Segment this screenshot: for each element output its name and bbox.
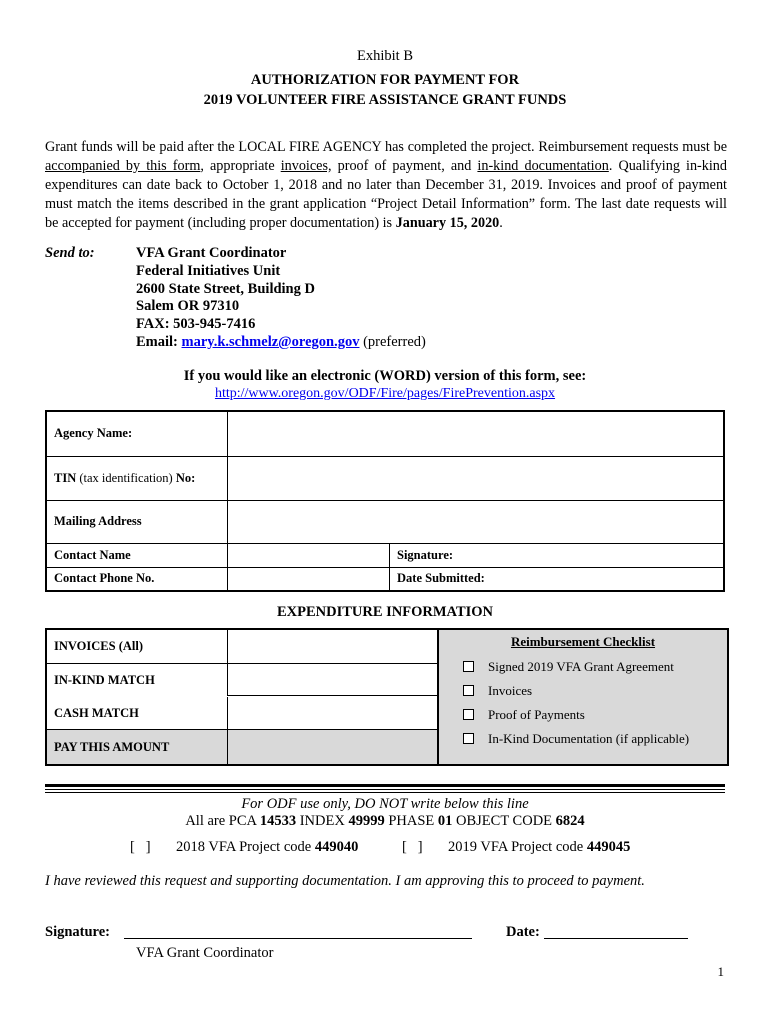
signature-field[interactable]: Signature: (390, 543, 725, 567)
title-line-2: 2019 VOLUNTEER FIRE ASSISTANCE GRANT FUNDS (203, 92, 567, 108)
checklist-item-agreement: Signed 2019 VFA Grant Agreement (463, 659, 674, 675)
cash-row: CASH MATCH (47, 697, 437, 730)
agency-name-label: Agency Name: (46, 411, 228, 456)
tin-field[interactable] (228, 456, 725, 500)
title-line-1: AUTHORIZATION FOR PAYMENT FOR (250, 72, 520, 88)
reimbursement-checklist (437, 630, 727, 764)
exhibit-label: Exhibit B (357, 48, 413, 64)
review-statement: I have reviewed this request and supporting documentation. I am approving this to proceed to payment. (45, 873, 645, 889)
expenditure-heading: EXPENDITURE INFORMATION (276, 604, 494, 620)
checklist-item-inkind: In-Kind Documentation (if applicable) (463, 731, 689, 747)
divider-thin-1 (45, 789, 725, 790)
pay-row: PAY THIS AMOUNT (47, 730, 437, 764)
project-code-2019: 2019 VFA Project code 449045 (448, 839, 631, 855)
contact-phone-label: Contact Phone No. (46, 567, 228, 591)
checklist-title: Reimbursement Checklist (510, 634, 656, 649)
deadline-date: January 15, 2020 (395, 215, 500, 231)
pca-codes: All are PCA 14533 INDEX 49999 PHASE 01 OBJECT CODE 6824 (185, 813, 585, 829)
underline-accompanied: accompanied by this form (45, 158, 201, 174)
agency-info-table (45, 410, 725, 592)
page-number: 1 (717, 964, 724, 979)
invoices-amount-field[interactable] (227, 630, 438, 663)
underline-inkind: in-kind documentation (477, 158, 609, 174)
checkbox-2018[interactable]: [ ] (130, 839, 151, 855)
checkbox-icon[interactable] (463, 733, 474, 744)
checkbox-icon[interactable] (463, 661, 474, 672)
intro-paragraph: Grant funds will be paid after the LOCAL FIRE AGENCY has completed the project. Reimbursement requests must be accompanied by this form, appropriate invoices, proof of payment, and in-kind documentation. Qualifying in-kind expenditures can date back to October 1, 2018 and no later than December 31, 2019. Invoices and proof of payment must match the items described in the grant application “Project Detail Information” form. The last date requests will be accepted for payment (including proper documentation) is January 15, 2020. (45, 139, 727, 231)
mailing-address-field[interactable] (228, 500, 725, 543)
email-link[interactable]: mary.k.schmelz@oregon.gov (181, 333, 360, 350)
invoices-row: INVOICES (All) (47, 630, 437, 664)
expenditure-table (45, 628, 729, 766)
checkbox-icon[interactable] (463, 685, 474, 696)
send-to-address: VFA Grant Coordinator Federal Initiatives Unit 2600 State Street, Building D Salem OR 97310 FAX: 503-945-7416 Email: mary.k.schmelz@oregon.gov (preferred) (136, 245, 426, 350)
contact-phone-field[interactable] (228, 567, 390, 591)
tin-label: TIN (tax identification) No: (46, 456, 228, 500)
checklist-item-invoices: Invoices (463, 683, 532, 699)
agency-name-field[interactable] (228, 411, 725, 456)
project-code-2018: 2018 VFA Project code 449040 (176, 839, 359, 855)
coordinator-title: VFA Grant Coordinator (136, 945, 274, 961)
date-submitted-field[interactable]: Date Submitted: (390, 567, 725, 591)
signature-label: Signature: (45, 924, 110, 940)
electronic-version-text: If you would like an electronic (WORD) version of this form, see: (183, 368, 587, 384)
checkbox-icon[interactable] (463, 709, 474, 720)
send-to-label: Send to: (45, 245, 95, 261)
odf-note: For ODF use only, DO NOT write below this line (241, 796, 529, 812)
signature-line[interactable] (124, 938, 472, 939)
contact-name-label: Contact Name (46, 543, 228, 567)
contact-name-field[interactable] (228, 543, 390, 567)
date-line[interactable] (544, 938, 688, 939)
date-label: Date: (506, 924, 540, 940)
pay-amount-field[interactable] (227, 730, 438, 764)
inkind-row: IN-KIND MATCH (47, 664, 437, 696)
checkbox-2019[interactable]: [ ] (402, 839, 423, 855)
form-download-link[interactable]: http://www.oregon.gov/ODF/Fire/pages/FirePrevention.aspx (214, 386, 556, 401)
mailing-address-label: Mailing Address (46, 500, 228, 543)
underline-invoices: invoices, (280, 158, 332, 174)
divider-thick (45, 784, 725, 787)
cash-amount-field[interactable] (227, 697, 438, 729)
checklist-item-payments: Proof of Payments (463, 707, 585, 723)
inkind-amount-field[interactable] (227, 664, 438, 696)
divider-thin-2 (45, 792, 725, 793)
